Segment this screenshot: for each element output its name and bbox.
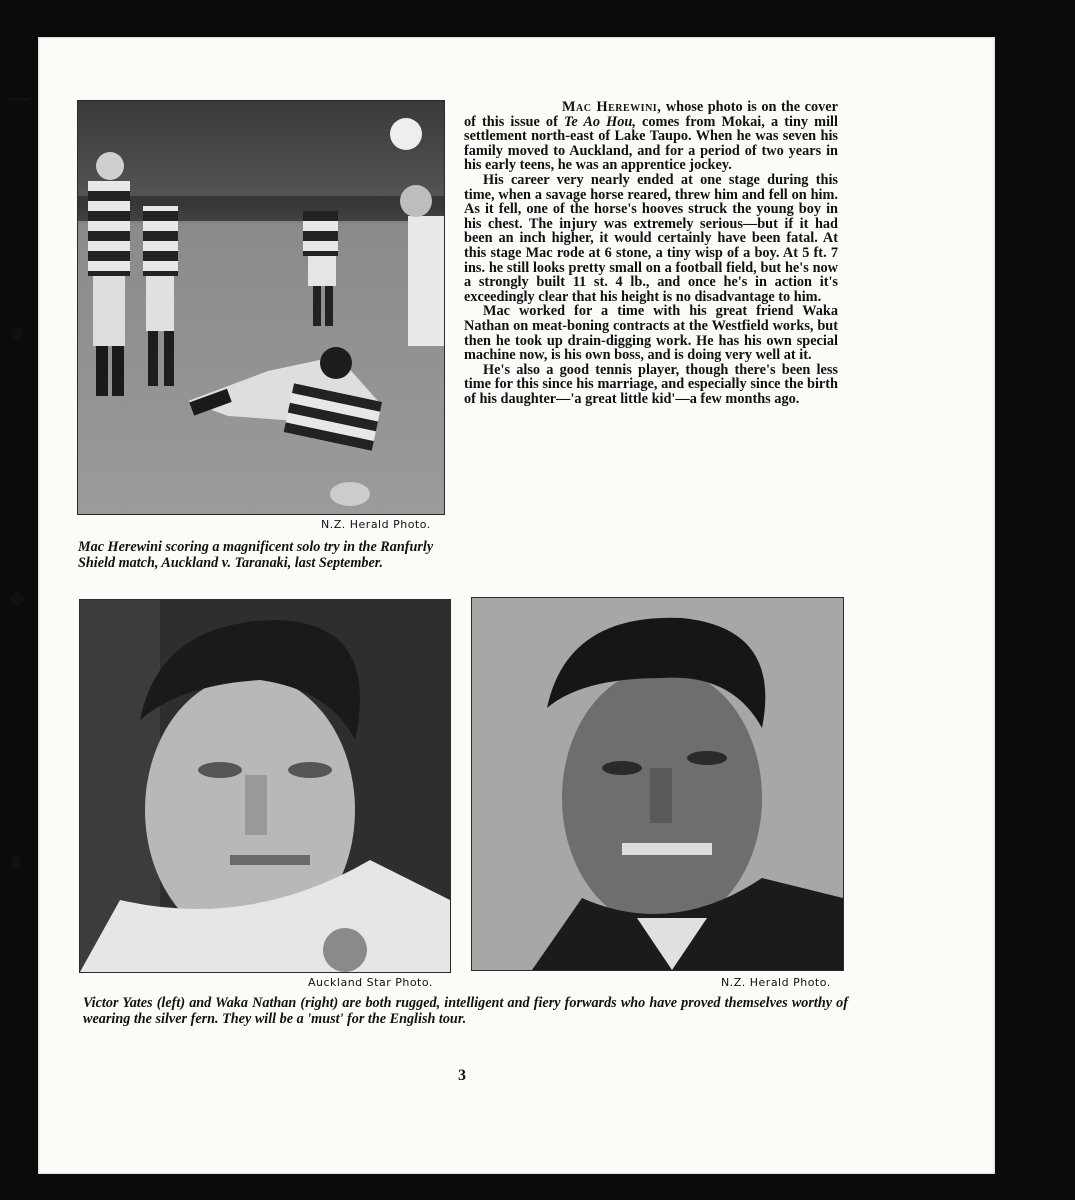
portraits-caption: Victor Yates (left) and Waka Nathan (right) are both rugged, intelligent and fiery forwards who have proved themselves worthy of wearing the silver fern. They will be a 'must' for the English tour. [83,995,848,1027]
binding-mark [12,855,20,869]
yates-photo-credit: Auckland Star Photo. [308,976,433,989]
rugby-photo-caption: Mac Herewini scoring a magnificent solo try in the Ranfurly Shield match, Auckland v. Taranaki, last September. [78,539,434,571]
waka-nathan-portrait [471,597,844,971]
binding-mark [8,98,30,101]
nathan-photo-credit: N.Z. Herald Photo. [721,976,831,989]
article-paragraph-4: He's also a good tennis player, though there's been less time for this since his marriage, and especially since the birth of his daughter—'a great little kid'—a few months ago. [464,361,838,407]
article-paragraph-3: Mac worked for a time with his great friend Waka Nathan on meat-boning contracts at the Westfield works, but then he took up drain-digging work. He has his own special machine now, is his own boss, and is doing very well at it. [464,303,838,364]
rugby-photo-credit: N.Z. Herald Photo. [321,518,431,531]
article-body [464,100,838,406]
victor-yates-portrait [79,599,451,973]
page-number: 3 [458,1067,466,1084]
article-paragraph-1: Mac Herewini, whose photo is on the cover of this issue of Te Ao Hou, comes from Mokai, a tiny mill settlement north-east of Lake Taupo. When he was seven his family moved to Auckland, and for a period of two years in his early teens, he was an apprentice jockey. [464,99,838,174]
magazine-title: Te Ao Hou, [563,113,636,130]
binding-mark [10,592,24,606]
magazine-page [38,37,995,1174]
article-paragraph-2: His career very nearly ended at one stage during this time, when a savage horse reared, threw him and fell on him. As it fell, one of the horse's hooves struck the young boy in his chest. The injury was extremely serious—but if it had been an inch higher, it would certainly have been fatal. At this stage Mac rode at 6 stone, a tiny wisp of a boy. At 5 ft. 7 ins. he still looks pretty small on a football field, but he's now a strongly built 11 st. 4 lb., and once he's in action it's exceedingly clear that his height is no disadvantage to him. [464,171,838,305]
subject-name: Mac Herewini, [562,99,662,115]
binding-mark [12,328,22,340]
rugby-action-photo [77,100,445,515]
